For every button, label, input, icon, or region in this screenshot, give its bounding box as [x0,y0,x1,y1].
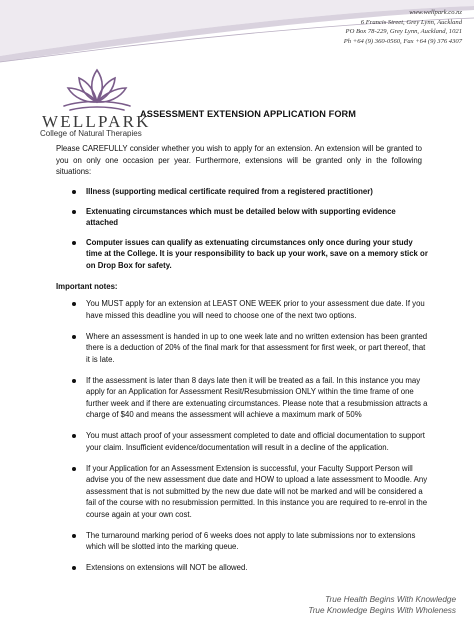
bullet-icon [72,241,76,245]
bullet-icon [72,467,76,471]
notes-heading: Important notes: [56,282,118,291]
bullet-icon [72,534,76,538]
lotus-logo-icon [52,62,142,116]
notes-list [56,298,428,583]
brand-subtitle: College of Natural Therapies [40,129,142,138]
list-item [56,331,428,366]
list-item [56,562,428,574]
note-text: If your Application for an Assessment Extension is successful, your Faculty Support Person will advise you of the new assessment due date and HOW to upload a late assessment to Moodle. Any assessment that is not submitted by the new due date will not be marked and will be considered a fail of the course with no resubmission permitted. In this instance you are required to re-enrol in the course again at your own cost. [86,463,428,519]
note-text: If the assessment is later than 8 days late then it will be treated as a fail. In this instance you may apply for an Application for Assessment Resit/Resubmission ONLY within the time frame of one further week and if there are extenuating circumstances. Please note that a resubmission attracts a charge of $40 and means the assessment will achieve a maximum mark of 50% [86,375,428,419]
website-line: www.wellpark.co.nz [409,9,462,16]
situation-text: Extenuating circumstances which must be detailed below with supporting evidence attached [86,206,396,227]
po-box-line: PO Box 78-229, Grey Lynn, Auckland, 1021 [345,28,462,36]
intro-paragraph: Please CAREFULLY consider whether you wish to apply for an extension. An extension will be granted to you on only one occasion per year. Furthermore, extensions will be granted only in the following situations: [56,144,422,176]
note-text: Where an assessment is handed in up to one week late and no written extension has been granted there is a deduction of 20% of the final mark for that assessment for first week, or part thereof, that it is late. [86,331,428,364]
tagline-line: True Health Begins With Knowledge [325,595,456,604]
situations-list [56,186,428,279]
situation-text: Computer issues can qualify as extenuating circumstances only once during your study time at the College. It is your responsibility to back up your work, save on a memory stick or on Drop Box for safety. [86,237,428,270]
address-line: 6 Francis Street, Grey Lynn, Auckland [360,18,462,26]
list-item [56,430,428,453]
bullet-icon [72,302,76,306]
list-item [56,206,428,229]
list-item [56,375,428,421]
footer-tagline [308,594,456,616]
bullet-icon [72,566,76,570]
note-text: You must attach proof of your assessment completed to date and official documentation to support your claim. Insufficient evidence/documentation will result in a decline of the application. [86,431,425,452]
bullet-icon [72,210,76,214]
contact-info [344,8,462,46]
note-text: You MUST apply for an extension at LEAST ONE WEEK prior to your assessment due date. If you have missed this deadline you will need to choose one of the next two options. [86,299,425,320]
list-item [56,530,428,553]
list-item [56,186,428,198]
bullet-icon [72,335,76,339]
bullet-icon [72,434,76,438]
list-item [56,463,428,521]
note-text: The turnaround marking period of 6 weeks does not apply to late submissions nor to extensions which will be slotted into the marking queue. [86,530,416,551]
tagline-line: True Knowledge Begins With Wholeness [308,606,456,615]
phone-fax-line: Ph +64 (9) 360-0560, Fax +64 (9) 376 4307 [343,37,462,45]
bullet-icon [72,190,76,194]
note-text: Extensions on extensions will NOT be allowed. [86,563,248,572]
list-item [56,237,428,272]
list-item [56,298,428,321]
bullet-icon [72,379,76,383]
form-title: ASSESSMENT EXTENSION APPLICATION FORM [140,109,357,119]
situation-text: Illness (supporting medical certificate required from a registered practitioner) [86,187,373,196]
brand-name: WELLPARK [42,112,151,131]
